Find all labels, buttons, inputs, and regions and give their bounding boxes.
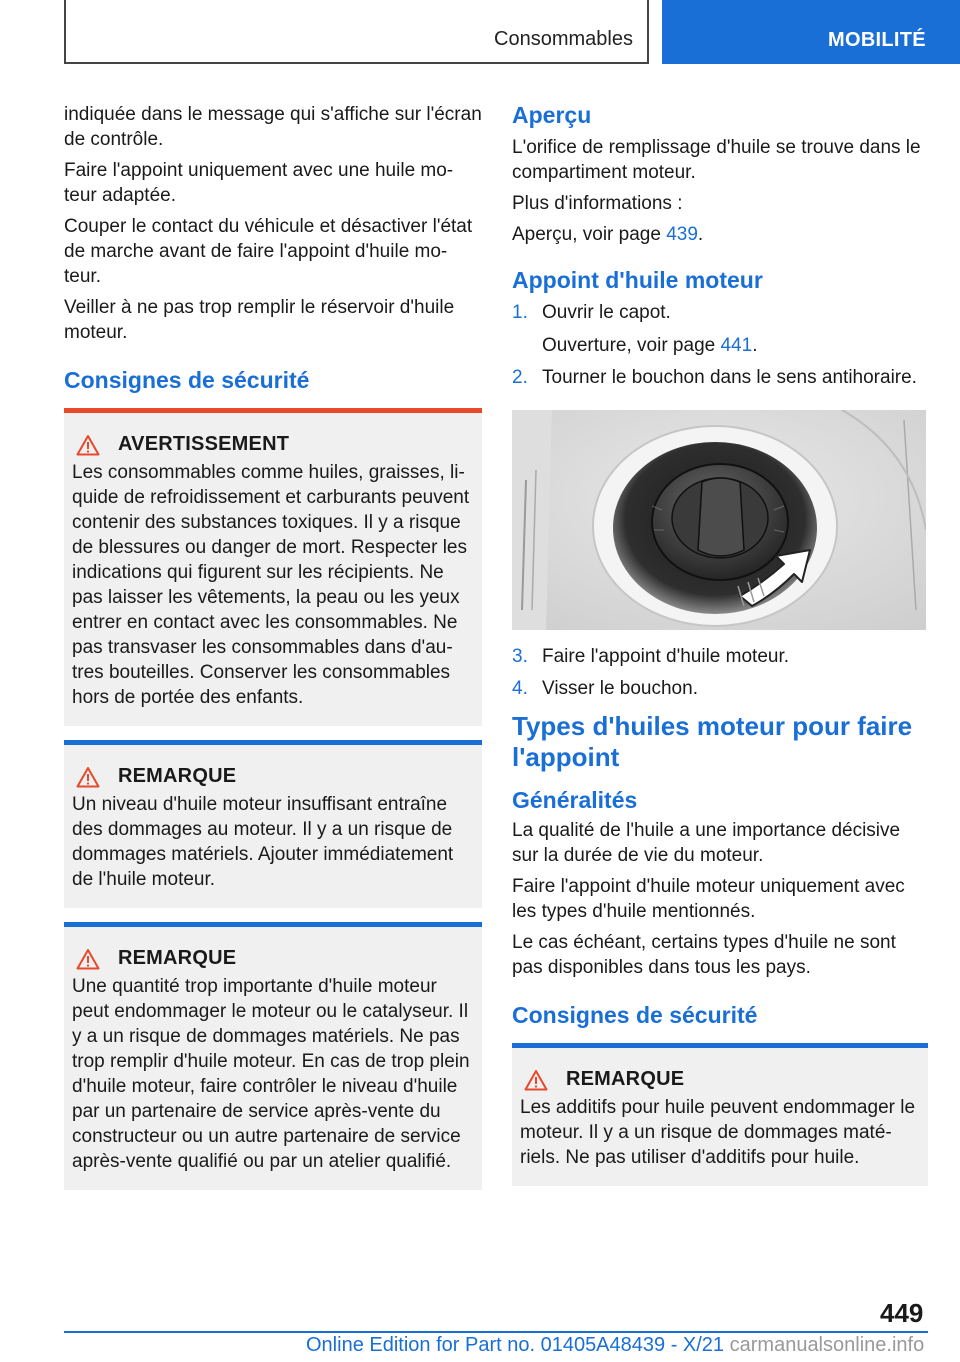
paragraph: Le cas échéant, certains types d'huile ne sont pas disponibles dans tous les pays. — [512, 932, 896, 978]
warning-triangle-icon — [76, 434, 100, 456]
note-title: REMARQUE — [118, 947, 237, 969]
warning-box-header — [72, 433, 474, 456]
steps-list — [512, 300, 928, 390]
step-text: Ouvrir le capot. — [542, 302, 671, 323]
note-box — [512, 1043, 928, 1186]
note-box-header — [520, 1068, 920, 1091]
note-box-header — [72, 765, 474, 788]
header-section-tab — [64, 0, 649, 64]
header-section-title: Consommables — [494, 28, 633, 50]
step-text: Visser le bouchon. — [542, 678, 698, 699]
note-text: Les additifs pour huile peuvent endommager le moteur. Il y a un risque de dommages maté-riels. Ne pas utiliser d'additifs pour huile. — [520, 1097, 916, 1168]
page-link-441[interactable]: 441 — [720, 335, 753, 356]
paragraph: Plus d'informations : — [512, 193, 683, 214]
step-number: 1. — [512, 302, 528, 323]
section-heading-generalites: Généralités — [512, 787, 638, 813]
warning-triangle-icon — [76, 948, 100, 970]
step-text: Tourner le bouchon dans le sens antihoraire. — [542, 367, 917, 388]
paragraph: indiquée dans le message qui s'affiche sur l'écran de contrôle. — [64, 104, 482, 150]
note-box — [64, 740, 482, 908]
warning-title: AVERTISSEMENT — [118, 433, 290, 455]
oil-cap-photo — [512, 410, 926, 630]
step-number: 2. — [512, 367, 528, 388]
list-item — [512, 300, 928, 358]
paragraph: L'orifice de remplissage d'huile se trouve dans le compartiment moteur. — [512, 137, 921, 183]
note-text: Un niveau d'huile moteur insuffisant entraîne des dommages au moteur. Il y a un risque de dommages matériels. Ajouter immédiatement de l'huile moteur. — [72, 794, 454, 890]
footer-edition-text: Online Edition for Part no. 01405A48439 - X/21 — [306, 1334, 725, 1356]
footer-divider — [64, 1331, 928, 1333]
footer-edition — [306, 1334, 924, 1357]
page-link-439[interactable]: 439 — [666, 224, 698, 245]
warning-triangle-icon — [76, 766, 100, 788]
header-chapter-tab — [662, 0, 960, 64]
paragraph: Faire l'appoint uniquement avec une huile mo-teur adaptée. — [64, 160, 454, 206]
warning-box — [64, 408, 482, 726]
page-number: 449 — [880, 1298, 924, 1328]
section-heading-types: Types d'huiles moteur pour faire l'appoint — [512, 711, 913, 772]
section-heading-safety: Consignes de sécurité — [512, 1002, 758, 1028]
step-number: 3. — [512, 646, 528, 667]
step-sub-reference: Ouverture, voir page 441. — [542, 335, 758, 356]
note-box-header — [72, 947, 474, 970]
paragraph: La qualité de l'huile a une importance décisive sur la durée de vie du moteur. — [512, 820, 901, 866]
note-text: Une quantité trop importante d'huile moteur peut endommager le moteur ou le catalyseur. Il y a un risque de dommages matériels. Ne pas trop remplir d'huile moteur. En cas de trop plein d'huile moteur, faire contrôler le niveau d'huile par un partenaire de service après-vente du constructeur ou un autre partenaire de service après-vente qualifié ou par un atelier qualifié. — [72, 976, 470, 1172]
page-reference: Aperçu, voir page 439. — [512, 224, 704, 245]
list-item — [512, 644, 928, 669]
step-text: Faire l'appoint d'huile moteur. — [542, 646, 790, 667]
step-content — [542, 300, 757, 358]
list-item — [512, 365, 928, 390]
section-heading-apercu: Aperçu — [512, 102, 592, 128]
reference-label: Aperçu, voir page — [512, 224, 661, 245]
paragraph: Veiller à ne pas trop remplir le réservoir d'huile moteur. — [64, 297, 455, 343]
left-column — [64, 102, 482, 1204]
note-box — [64, 922, 482, 1190]
list-item — [512, 676, 928, 701]
reference-label: Ouverture, voir page — [542, 335, 716, 356]
paragraph: Couper le contact du véhicule et désactiver l'état de marche avant de faire l'appoint d'huile mo-teur. — [64, 216, 473, 287]
paragraph: Faire l'appoint d'huile moteur uniquement avec les types d'huile mentionnés. — [512, 876, 905, 922]
steps-list — [512, 644, 928, 701]
warning-triangle-icon — [524, 1069, 548, 1091]
oil-cap-illustration — [512, 410, 926, 630]
note-title: REMARQUE — [566, 1068, 685, 1090]
step-number: 4. — [512, 678, 528, 699]
right-column — [512, 102, 928, 1200]
footer-site[interactable]: carmanualsonline.info — [729, 1334, 925, 1356]
header-chapter-title: MOBILITÉ — [828, 29, 926, 51]
warning-text: Les consommables comme huiles, graisses, li-quide de refroidissement et carburants peuvent contenir des substances toxiques. Il y a risque de blessures ou danger de mort. Respecter les indications qui figurent sur les récipients. Ne pas laisser les vêtements, la peau ou les yeux entrer en contact avec les consommables. Ne pas transvaser les consommables dans d'au-tres bouteilles. Conserver les consommables hors de portée des enfants. — [72, 462, 470, 708]
note-title: REMARQUE — [118, 765, 237, 787]
section-heading-appoint: Appoint d'huile moteur — [512, 267, 763, 293]
section-heading-safety: Consignes de sécurité — [64, 367, 310, 393]
